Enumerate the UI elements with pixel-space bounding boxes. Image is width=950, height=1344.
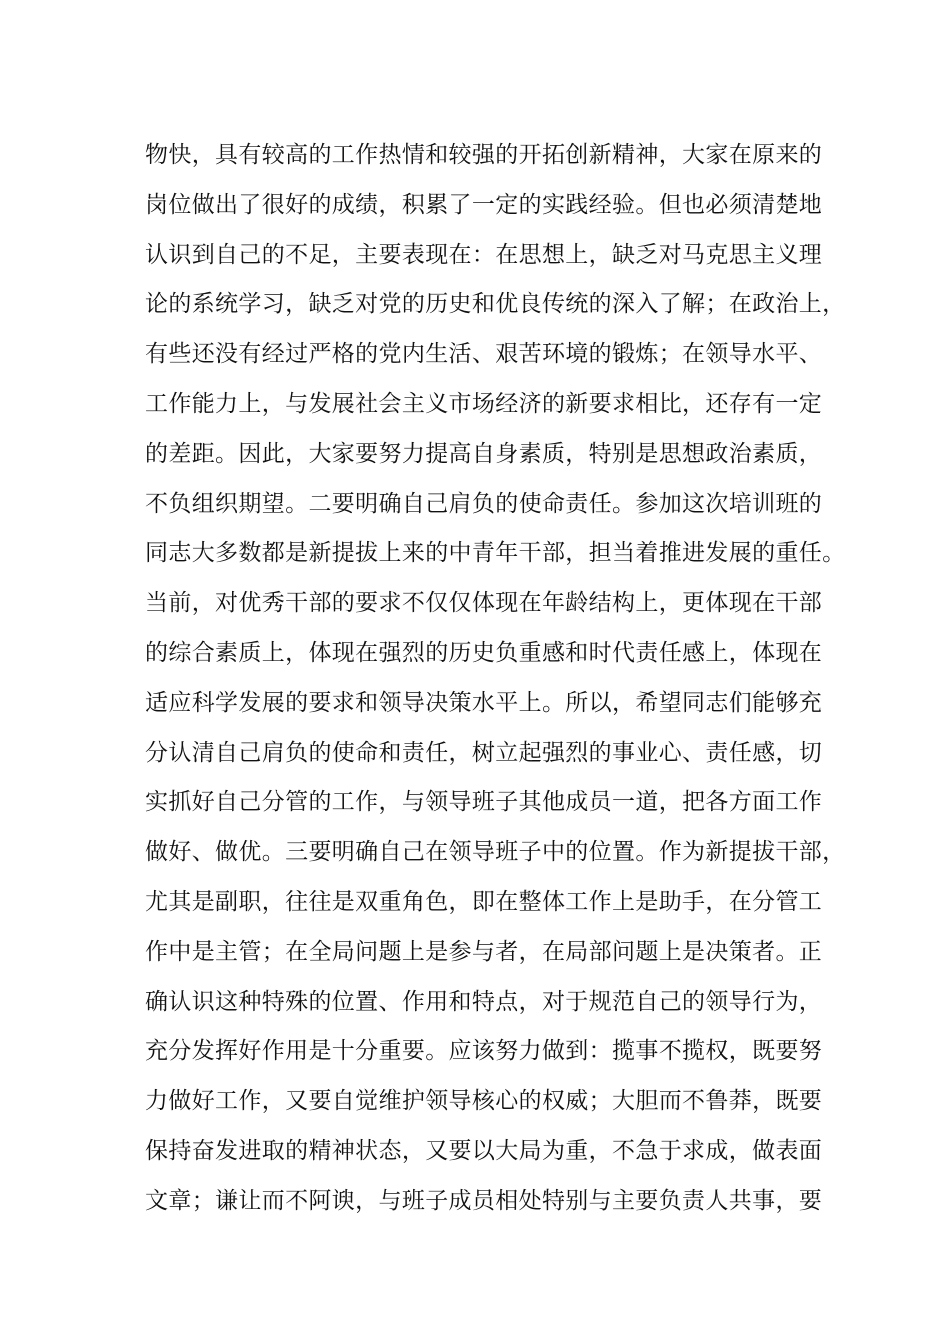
body-text (145, 131, 846, 1227)
text-line-13: 分认清自己肩负的使命和责任，树立起强烈的事业心、责任感，切 (145, 739, 823, 766)
text-line-5: 有些还没有经过严格的党内生活、艰苦环境的锻炼；在领导水平、 (145, 341, 823, 368)
text-line-22: 文章；谦让而不阿谀，与班子成员相处特别与主要负责人共事，要 (145, 1187, 823, 1214)
text-line-14: 实抓好自己分管的工作，与领导班子其他成员一道，把各方面工作 (145, 789, 823, 816)
text-line-2: 岗位做出了很好的成绩，积累了一定的实践经验。但也必须清楚地 (145, 191, 823, 218)
text-line-19: 充分发挥好作用是十分重要。应该努力做到：揽事不揽权，既要努 (145, 1038, 823, 1065)
text-line-16: 尤其是副职，往往是双重角色，即在整体工作上是助手，在分管工 (145, 888, 823, 915)
text-line-10: 当前，对优秀干部的要求不仅仅体现在年龄结构上，更体现在干部 (145, 590, 823, 617)
text-line-17: 作中是主管；在全局问题上是参与者，在局部问题上是决策者。正 (145, 938, 823, 965)
text-line-6: 工作能力上，与发展社会主义市场经济的新要求相比，还存有一定 (145, 390, 823, 417)
text-line-20: 力做好工作，又要自觉维护领导核心的权威；大胆而不鲁莽，既要 (145, 1088, 823, 1115)
text-line-7: 的差距。因此，大家要努力提高自身素质，特别是思想政治素质， (145, 440, 823, 467)
text-line-4: 论的系统学习，缺乏对党的历史和优良传统的深入了解；在政治上， (145, 291, 846, 318)
text-line-8: 不负组织期望。二要明确自己肩负的使命责任。参加这次培训班的 (145, 490, 823, 517)
text-line-21: 保持奋发进取的精神状态，又要以大局为重，不急于求成，做表面 (145, 1137, 823, 1164)
text-line-9: 同志大多数都是新提拔上来的中青年干部，担当着推进发展的重任。 (145, 540, 846, 567)
text-line-3: 认识到自己的不足，主要表现在：在思想上，缺乏对马克思主义理 (145, 241, 823, 268)
text-line-12: 适应科学发展的要求和领导决策水平上。所以，希望同志们能够充 (145, 689, 823, 716)
text-line-18: 确认识这种特殊的位置、作用和特点，对于规范自己的领导行为， (145, 988, 823, 1015)
text-line-15: 做好、做优。三要明确自己在领导班子中的位置。作为新提拔干部， (145, 839, 846, 866)
text-line-11: 的综合素质上，体现在强烈的历史负重感和时代责任感上，体现在 (145, 639, 823, 666)
text-line-1: 物快，具有较高的工作热情和较强的开拓创新精神，大家在原来的 (145, 142, 823, 168)
